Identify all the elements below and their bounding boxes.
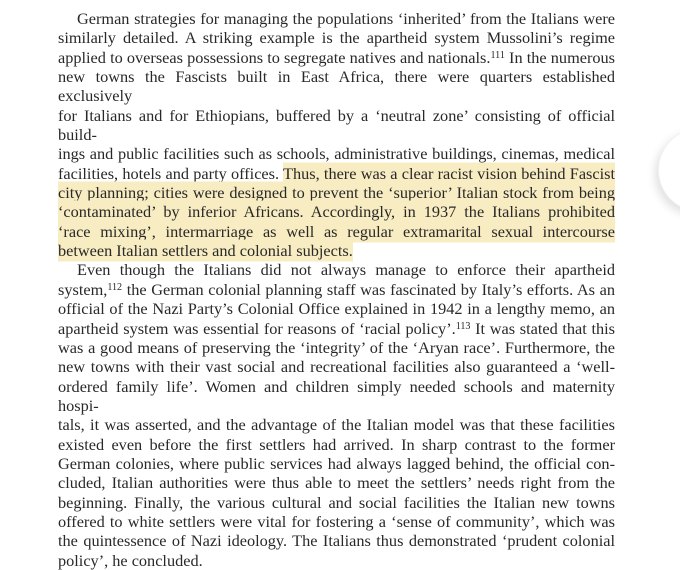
text-line [58, 164, 615, 183]
text-line [58, 183, 615, 202]
text-segment: In the numerous [504, 47, 615, 67]
text-line [58, 299, 615, 318]
text-segment: It was stated that this [470, 318, 616, 338]
text-line [58, 377, 615, 416]
text-line [58, 202, 615, 221]
highlighted-text: ‘race mixing’, intermarriage as well as regular extramarital sexual intercourse [58, 221, 615, 241]
text-line [58, 531, 615, 550]
text-line [58, 106, 615, 145]
page-text [58, 9, 615, 570]
text-segment: apartheid system was essential for reasons of ‘racial policy’. [58, 318, 456, 338]
footnote-ref: 113 [455, 320, 471, 332]
text-line [58, 512, 615, 531]
text-segment: similarly detailed. A striking example is the apartheid system Mussolini’s regime [58, 28, 615, 48]
text-segment: for Italians and for Ethiopians, buffered by a ‘neutral zone’ consisting of official build- [58, 105, 615, 145]
text-segment: was a good means of preserving the ‘integrity’ of the ‘Aryan race’. Furthermore, the [58, 337, 615, 357]
text-segment: cluded, Italian authorities were thus able to meet the settlers’ needs right from the [58, 473, 615, 493]
text-line [58, 48, 615, 67]
highlighted-text: city planning; cities were designed to prevent the ‘superior’ Italian stock from being [58, 183, 615, 203]
footnote-ref: 111 [490, 49, 505, 61]
highlighted-text: ‘contaminated’ by inferior Africans. Accordingly, in 1937 the Italians prohibited [58, 202, 615, 222]
text-segment: facilities, hotels and party offices. [58, 163, 284, 183]
text-line [58, 222, 615, 241]
text-line [58, 357, 615, 376]
text-segment: offered to white settlers were vital for fostering a ‘sense of community’, which was [58, 511, 615, 531]
footnote-ref: 112 [107, 281, 123, 293]
text-line [58, 9, 615, 28]
text-line [58, 473, 615, 492]
text-line [58, 454, 615, 473]
text-line [58, 415, 615, 434]
text-segment: ings and public facilities such as schools, administrative buildings, cinemas, medical [58, 144, 615, 164]
highlighted-text: Thus, there was a clear racist vision behind Fascist [283, 163, 615, 183]
text-segment: German colonies, where public services had always lagged behind, the official con- [58, 453, 615, 473]
text-segment: system, [58, 279, 108, 299]
text-segment: ordered family life’. Women and children simply needed schools and maternity hospi- [58, 376, 615, 415]
text-segment: policy’, he concluded. [58, 550, 203, 570]
text-segment: the German colonial planning staff was fascinated by Italy’s efforts. As an [122, 279, 615, 299]
text-line [58, 551, 615, 570]
text-line [58, 260, 615, 279]
scroll-handle[interactable] [658, 128, 680, 212]
text-line [58, 144, 615, 163]
text-line [58, 28, 615, 47]
text-segment: existed even before the first settlers had arrived. In sharp contrast to the former [58, 434, 615, 454]
text-line [58, 493, 615, 512]
text-line [58, 319, 615, 338]
text-line [58, 67, 615, 106]
text-segment: the quintessence of Nazi ideology. The Italians thus demonstrated ‘prudent colonial [58, 531, 615, 551]
text-line [58, 435, 615, 454]
text-line [58, 241, 615, 260]
text-line [58, 338, 615, 357]
text-segment: German strategies for managing the populations ‘inherited’ from the Italians were [77, 9, 615, 28]
text-segment: official of the Nazi Party’s Colonial Office explained in 1942 in a lengthy memo, an [58, 299, 615, 319]
text-segment: new towns with their vast social and recreational facilities also guaranteed a ‘well- [58, 357, 615, 377]
text-segment: applied to overseas possessions to segregate natives and nationals. [58, 47, 491, 67]
text-segment: Even though the Italians did not always manage to enforce their apartheid [77, 260, 615, 280]
highlighted-text: between Italian settlers and colonial subjects. [58, 241, 353, 261]
text-segment: beginning. Finally, the various cultural and social facilities the Italian new towns [58, 492, 615, 512]
text-segment: tals, it was asserted, and the advantage of the Italian model was that these facilities [58, 415, 615, 435]
text-segment: new towns the Fascists built in East Africa, there were quarters established exclusively [58, 67, 615, 106]
text-line [58, 280, 615, 299]
